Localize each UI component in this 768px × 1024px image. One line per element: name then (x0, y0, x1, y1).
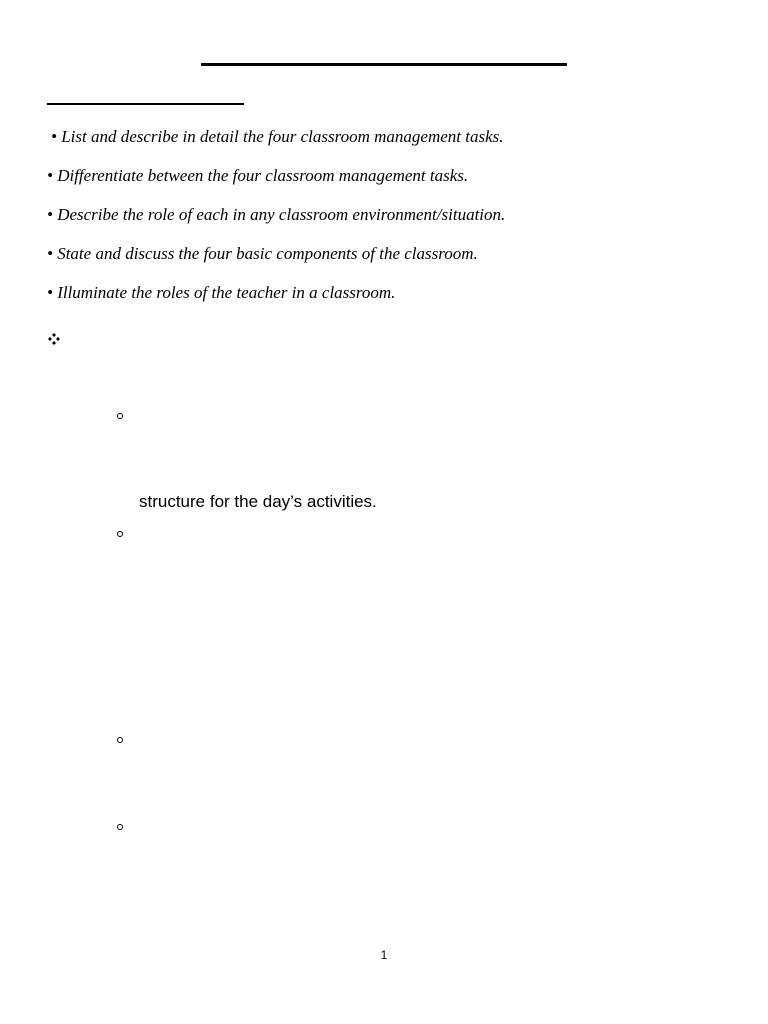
body-text-line: structure for the day’s activities. (139, 492, 377, 511)
title-underline (201, 63, 567, 66)
hollow-circle-bullet-icon (117, 824, 123, 830)
objective-item: • State and discuss the four basic components of the classroom. (47, 244, 478, 263)
objective-item: • Illuminate the roles of the teacher in a classroom. (47, 283, 396, 302)
hollow-circle-bullet-icon (117, 413, 123, 419)
heading-underline (47, 103, 244, 105)
objective-item: • List and describe in detail the four classroom management tasks. (51, 127, 504, 146)
objective-item: • Describe the role of each in any classroom environment/situation. (47, 205, 506, 224)
hollow-circle-bullet-icon (117, 531, 123, 537)
hollow-circle-bullet-icon (117, 737, 123, 743)
objective-item: • Differentiate between the four classroom management tasks. (47, 166, 469, 185)
diamond-bullet-icon (47, 332, 61, 346)
page-number: 1 (380, 948, 388, 962)
